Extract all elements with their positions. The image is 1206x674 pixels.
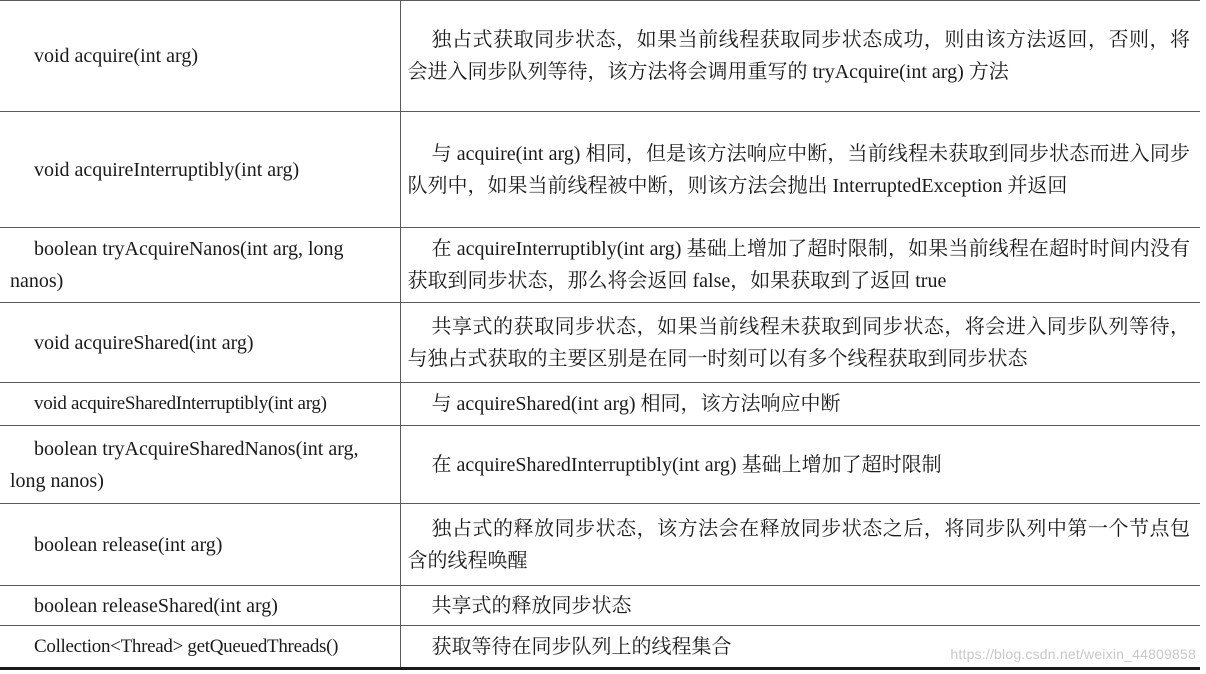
method-signature: boolean release(int arg) — [34, 533, 223, 556]
method-description: 共享式的获取同步状态，如果当前线程未获取到同步状态，将会进入同步队列等待，与独占式获取的主要区别是在同一时刻可以有多个线程获取到同步状态 — [407, 315, 1190, 370]
method-description: 与 acquire(int arg) 相同，但是该方法响应中断，当前线程未获取到同步状态而进入同步队列中，如果当前线程被中断，则该方法会抛出 InterruptedException 并返回 — [407, 142, 1190, 197]
description-cell — [400, 586, 1200, 626]
method-cell — [0, 426, 400, 504]
table-row — [0, 504, 1200, 586]
method-cell — [0, 303, 400, 383]
watermark-url: https://blog.csdn.net/weixin_44809858 — [950, 646, 1196, 662]
method-cell — [0, 383, 400, 426]
method-cell — [0, 504, 400, 586]
table-row — [0, 112, 1200, 228]
description-cell — [400, 303, 1200, 383]
method-description: 与 acquireShared(int arg) 相同，该方法响应中断 — [431, 393, 841, 415]
method-cell — [0, 586, 400, 626]
table-row — [0, 1, 1200, 112]
description-cell — [400, 1, 1200, 112]
method-signature: void acquireSharedInterruptibly(int arg) — [34, 393, 327, 414]
table-row — [0, 383, 1200, 426]
table-row — [0, 426, 1200, 504]
method-description: 独占式的释放同步状态，该方法会在释放同步状态之后，将同步队列中第一个节点包含的线程唤醒 — [407, 517, 1190, 572]
method-description: 独占式获取同步状态，如果当前线程获取同步状态成功，则由该方法返回，否则，将会进入同步队列等待，该方法将会调用重写的 tryAcquire(int arg) 方法 — [407, 29, 1190, 83]
method-signature: boolean releaseShared(int arg) — [34, 594, 278, 617]
method-signature: void acquire(int arg) — [34, 45, 199, 67]
method-signature: Collection<Thread> getQueuedThreads() — [34, 635, 339, 657]
description-cell — [400, 112, 1200, 228]
method-description: 在 acquireSharedInterruptibly(int arg) 基础上增加了超时限制 — [431, 453, 942, 476]
method-signature: void acquireShared(int arg) — [34, 331, 254, 354]
method-description: 共享式的释放同步状态 — [431, 594, 632, 617]
method-cell — [0, 112, 400, 228]
method-signature: void acquireInterruptibly(int arg) — [34, 158, 300, 181]
description-cell — [400, 383, 1200, 426]
description-cell — [400, 504, 1200, 586]
method-cell — [0, 228, 400, 303]
method-cell — [0, 1, 400, 112]
method-signature: boolean tryAcquireSharedNanos(int arg, long nanos) — [10, 437, 359, 492]
table-row — [0, 303, 1200, 383]
method-description: 获取等待在同步队列上的线程集合 — [431, 635, 732, 658]
table-row — [0, 228, 1200, 303]
description-cell — [400, 228, 1200, 303]
method-cell — [0, 626, 400, 669]
description-cell — [400, 426, 1200, 504]
method-signature: boolean tryAcquireNanos(int arg, long nanos) — [10, 238, 344, 292]
method-description: 在 acquireInterruptibly(int arg) 基础上增加了超时限制，如果当前线程在超时时间内没有获取到同步状态，那么将会返回 false，如果获取到了返回 true — [407, 238, 1190, 292]
table-row — [0, 586, 1200, 626]
